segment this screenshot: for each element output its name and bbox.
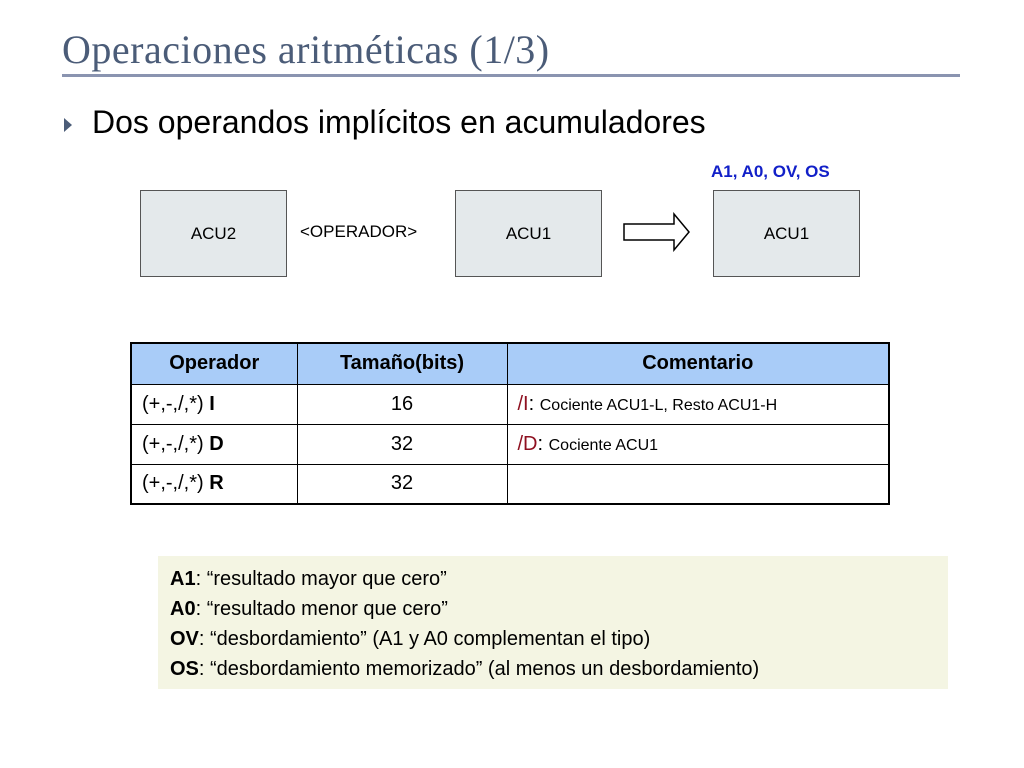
- comment-operator: /D: [517, 432, 538, 455]
- operator-symbols: (+,-,/,*): [142, 392, 204, 415]
- legend-description: : “desbordamiento memorizado” (al menos un desbordamiento): [198, 658, 760, 680]
- legend-key: A1: [170, 568, 196, 590]
- operator-suffix: D: [209, 432, 224, 455]
- operator-suffix: R: [209, 472, 224, 495]
- legend-item: [170, 564, 936, 594]
- operator-cell: [131, 464, 297, 504]
- header-comentario: Comentario: [507, 343, 889, 384]
- comment-colon: :: [537, 432, 549, 455]
- slide-title: Operaciones aritméticas (1/3): [62, 27, 550, 72]
- operator-symbols: (+,-,/,*): [142, 472, 204, 495]
- flags-legend: [158, 556, 948, 689]
- legend-item: [170, 594, 936, 624]
- table-row: [131, 384, 889, 424]
- acu2-label: ACU2: [190, 223, 237, 243]
- flags-label: A1, A0, OV, OS: [711, 162, 830, 181]
- operations-table: [130, 342, 890, 505]
- right-arrow-outline-icon: [622, 212, 692, 252]
- legend-description: : “resultado menor que cero”: [195, 598, 448, 620]
- acu1-result-box: [713, 190, 860, 277]
- header-tamano: Tamaño(bits): [297, 343, 507, 384]
- operator-label: <OPERADOR>: [300, 222, 418, 241]
- acu2-box: [140, 190, 287, 277]
- legend-item: [170, 654, 936, 684]
- operator-symbols: (+,-,/,*): [142, 432, 204, 455]
- comment-text: Cociente ACU1: [548, 436, 659, 454]
- legend-description: : “desbordamiento” (A1 y A0 complementan el tipo): [198, 628, 651, 650]
- bullet-text: Dos operandos implícitos en acumuladores: [92, 104, 706, 140]
- legend-key: OS: [170, 658, 199, 680]
- acu1-result-label: ACU1: [763, 223, 810, 243]
- title-underline: [62, 74, 960, 77]
- size-cell: 32: [297, 424, 507, 464]
- legend-description: : “resultado mayor que cero”: [195, 568, 447, 590]
- legend-key: A0: [170, 598, 196, 620]
- operator-cell: [131, 384, 297, 424]
- table-row: [131, 464, 889, 504]
- size-cell: 32: [297, 464, 507, 504]
- comment-cell-empty: [507, 464, 889, 504]
- table-header-row: [131, 343, 889, 384]
- comment-colon: :: [528, 392, 540, 415]
- bullet-triangle-icon: [64, 118, 72, 132]
- table-row: [131, 424, 889, 464]
- legend-key: OV: [170, 628, 199, 650]
- size-cell: 16: [297, 384, 507, 424]
- comment-operator: /I: [517, 392, 529, 415]
- comment-text: Cociente ACU1-L, Resto ACU1-H: [539, 396, 778, 414]
- comment-cell: [507, 384, 889, 424]
- acu1-operand-box: [455, 190, 602, 277]
- operator-suffix: I: [209, 392, 215, 415]
- acu1-operand-label: ACU1: [505, 223, 552, 243]
- operator-cell: [131, 424, 297, 464]
- legend-item: [170, 624, 936, 654]
- header-operador: Operador: [131, 343, 297, 384]
- comment-cell: [507, 424, 889, 464]
